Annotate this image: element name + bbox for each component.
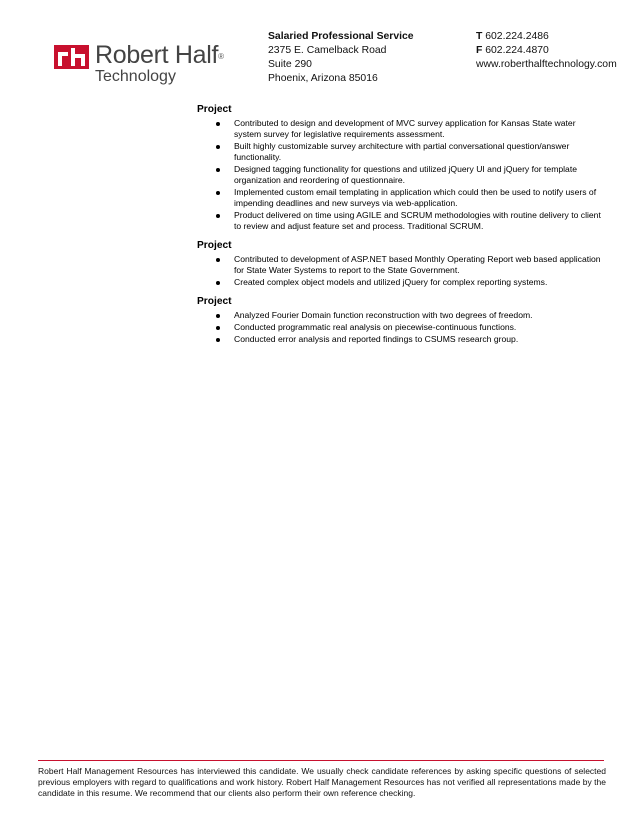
office-suite: Suite 290	[268, 59, 312, 70]
office-street: 2375 E. Camelback Road	[268, 45, 387, 56]
section-title: Project	[197, 104, 232, 115]
phone-line	[476, 30, 617, 44]
rh-logo-icon	[54, 45, 89, 69]
project-section	[197, 104, 602, 232]
section-title: Project	[197, 296, 232, 307]
logo-subtitle: Technology	[95, 68, 176, 85]
section-title: Project	[197, 240, 232, 251]
footer-divider	[38, 760, 604, 761]
website-link[interactable]: www.roberthalftechnology.com	[476, 59, 617, 70]
contact-block	[476, 30, 617, 72]
office-city: Phoenix, Arizona 85016	[268, 73, 378, 84]
resume-content	[197, 104, 602, 353]
logo-wordmark: Robert Half®	[95, 41, 224, 69]
fax-label: F	[476, 45, 483, 56]
footer-disclaimer: Robert Half Management Resources has interviewed this candidate. We usually check candidate references by asking specific questions of selected previous employers with regard to qualifications and work history. Robert Half Management Resources has not verified all representations made by the candidate in this resume. We recommend that our clients also perform their own reference checking.	[38, 766, 606, 798]
registered-mark: ®	[218, 52, 224, 61]
list-item: Built highly customizable survey architecture with partial conversational question/answer functionality.	[197, 141, 602, 163]
list-item: Conducted programmatic real analysis on piecewise-continuous functions.	[197, 322, 602, 333]
list-item: Contributed to development of ASP.NET based Monthly Operating Report web based application for State Water Systems to report to the State Government.	[197, 254, 602, 276]
office-address	[268, 30, 414, 86]
list-item: Created complex object models and utilized jQuery for complex reporting systems.	[197, 277, 602, 288]
bullet-list	[197, 254, 602, 288]
list-item: Conducted error analysis and reported findings to CSUMS research group.	[197, 334, 602, 345]
bullet-list	[197, 310, 602, 345]
robert-half-logo	[54, 42, 244, 86]
fax-line	[476, 44, 617, 58]
list-item: Implemented custom email templating in application which could then be used to notify users of impending deadlines and new surveys via web-application.	[197, 187, 602, 209]
list-item: Designed tagging functionality for questions and utilized jQuery UI and jQuery for template organization and reordering of questionnaire.	[197, 164, 602, 186]
list-item: Contributed to design and development of MVC survey application for Kansas State water system survey for legislative requirements assessment.	[197, 118, 602, 140]
bullet-list	[197, 118, 602, 232]
project-section	[197, 296, 602, 345]
project-section	[197, 240, 602, 288]
office-title: Salaried Professional Service	[268, 31, 414, 42]
phone-label: T	[476, 31, 483, 42]
list-item: Analyzed Fourier Domain function reconstruction with two degrees of freedom.	[197, 310, 602, 321]
phone-number: 602.224.2486	[485, 31, 549, 42]
fax-number: 602.224.4870	[485, 45, 549, 56]
list-item: Product delivered on time using AGILE and SCRUM methodologies with routine delivery to client to review and adjust feature set and process. Traditional SCRUM.	[197, 210, 602, 232]
